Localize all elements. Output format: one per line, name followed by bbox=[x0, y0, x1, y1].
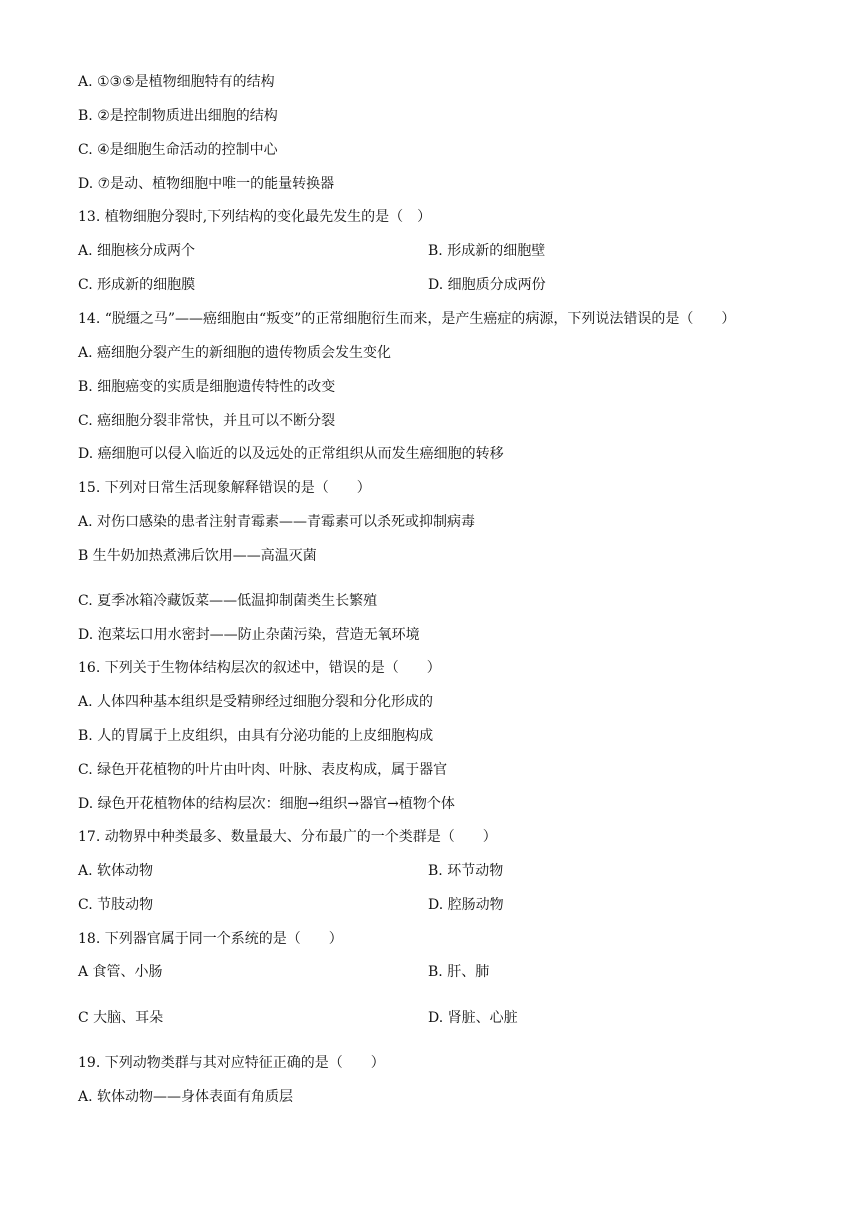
option-line: B. 环节动物 bbox=[428, 863, 504, 879]
option-line: B. 肝、肺 bbox=[428, 964, 490, 980]
question-17: 17. 动物界中种类最多、数量最大、分布最广的一个类群是（ ） bbox=[78, 829, 497, 845]
option-line: C. ④是细胞生命活动的控制中心 bbox=[78, 142, 278, 158]
option-line: C. 形成新的细胞膜 bbox=[78, 277, 196, 293]
option-line: C. 节肢动物 bbox=[78, 897, 154, 913]
option-line: D. ⑦是动、植物细胞中唯一的能量转换器 bbox=[78, 176, 335, 192]
option-line: A. 癌细胞分裂产生的新细胞的遗传物质会发生变化 bbox=[78, 345, 392, 361]
option-line: A. ①③⑤是植物细胞特有的结构 bbox=[78, 74, 275, 90]
option-line: D. 腔肠动物 bbox=[428, 897, 504, 913]
option-line: C. 癌细胞分裂非常快，并且可以不断分裂 bbox=[78, 413, 336, 429]
option-line: D. 肾脏、心脏 bbox=[428, 1010, 518, 1026]
question-14: 14. “脱缰之马”——癌细胞由“叛变”的正常细胞衍生而来，是产生癌症的病源，下列说法错误的是（ ） bbox=[78, 311, 736, 327]
option-line: C 大脑、耳朵 bbox=[78, 1010, 164, 1026]
option-line: C. 绿色开花植物的叶片由叶肉、叶脉、表皮构成，属于器官 bbox=[78, 762, 448, 778]
question-13: 13. 植物细胞分裂时,下列结构的变化最先发生的是（ ） bbox=[78, 209, 432, 225]
option-line: D. 绿色开花植物体的结构层次：细胞→组织→器官→植物个体 bbox=[78, 796, 455, 812]
question-15: 15. 下列对日常生活现象解释错误的是（ ） bbox=[78, 480, 371, 496]
option-line: A. 软体动物——身体表面有角质层 bbox=[78, 1089, 294, 1105]
option-line: D. 细胞质分成两份 bbox=[428, 277, 546, 293]
option-line: B 生牛奶加热煮沸后饮用——高温灭菌 bbox=[78, 548, 317, 564]
option-line: B. 人的胃属于上皮组织，由具有分泌功能的上皮细胞构成 bbox=[78, 728, 434, 744]
option-line: A 食管、小肠 bbox=[78, 964, 163, 980]
question-18: 18. 下列器官属于同一个系统的是（ ） bbox=[78, 931, 343, 947]
question-16: 16. 下列关于生物体结构层次的叙述中，错误的是（ ） bbox=[78, 660, 441, 676]
option-line: D. 泡菜坛口用水密封——防止杂菌污染，营造无氧环境 bbox=[78, 627, 420, 643]
option-line: A. 细胞核分成两个 bbox=[78, 243, 196, 259]
option-line: C. 夏季冰箱冷藏饭菜——低温抑制菌类生长繁殖 bbox=[78, 593, 378, 609]
option-line: A. 人体四种基本组织是受精卵经过细胞分裂和分化形成的 bbox=[78, 694, 434, 710]
option-line: B. 形成新的细胞壁 bbox=[428, 243, 546, 259]
option-line: A. 对伤口感染的患者注射青霉素——青霉素可以杀死或抑制病毒 bbox=[78, 514, 476, 530]
option-line: A. 软体动物 bbox=[78, 863, 154, 879]
option-line: B. ②是控制物质进出细胞的结构 bbox=[78, 108, 278, 124]
option-line: B. 细胞癌变的实质是细胞遗传特性的改变 bbox=[78, 379, 336, 395]
question-19: 19. 下列动物类群与其对应特征正确的是（ ） bbox=[78, 1055, 385, 1071]
option-line: D. 癌细胞可以侵入临近的以及远处的正常组织从而发生癌细胞的转移 bbox=[78, 446, 504, 462]
